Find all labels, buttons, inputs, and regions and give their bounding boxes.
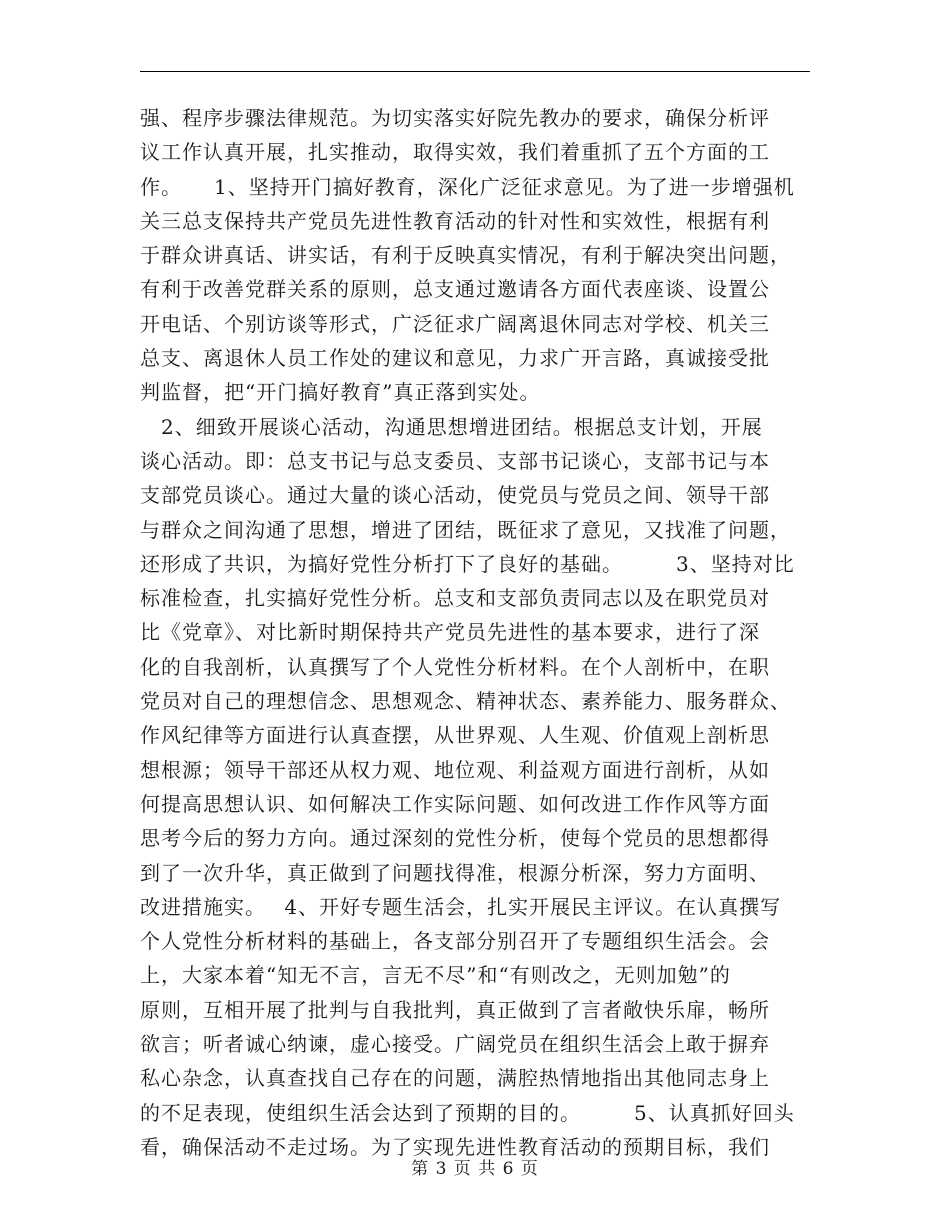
text-line: 上，大家本着“知无不言，言无不尽”和“有则改之，无则加勉”的 — [140, 963, 731, 988]
text-line: 想根源；领导干部还从权力观、地位观、利益观方面进行剖析，从如 — [140, 757, 770, 782]
text-line: 谈心活动。即：总支书记与总支委员、支部书记谈心，支部书记与本 — [140, 448, 770, 473]
text-line: 与群众之间沟通了思想，增进了团结，既征求了意见，又找准了问题， — [140, 517, 791, 542]
text-line: 支部党员谈心。通过大量的谈心活动，使党员与党员之间、领导干部 — [140, 483, 770, 508]
text-line: 化的自我剖析，认真撰写了个人党性分析材料。在个人剖析中，在职 — [140, 654, 770, 679]
text-line: 作。 1、坚持开门搞好教育，深化广泛征求意见。为了进一步增强机 — [140, 174, 795, 199]
text-line: 判监督，把“开门搞好教育”真正落到实处。 — [140, 380, 541, 405]
text-line: 议工作认真开展，扎实推动，取得实效，我们着重抓了五个方面的工 — [140, 140, 770, 165]
text-line: 到了一次升华，真正做到了问题找得准，根源分析深，努力方面明、 — [140, 860, 770, 885]
text-line: 还形成了共识，为搞好党性分析打下了良好的基础。 3、坚持对比 — [140, 551, 795, 576]
text-line: 强、程序步骤法律规范。为切实落实好院先教办的要求，确保分析评 — [140, 106, 770, 130]
text-line: 思考今后的努力方向。通过深刻的党性分析，使每个党员的思想都得 — [140, 826, 770, 851]
text-line: 于群众讲真话、讲实话，有利于反映真实情况，有利于解决突出问题， — [140, 243, 791, 268]
page-number: 第 3 页 共 6 页 — [411, 1159, 539, 1179]
text-line: 党员对自己的理想信念、思想观念、精神状态、素养能力、服务群众、 — [140, 689, 791, 714]
header-rule — [140, 71, 810, 72]
text-line: 私心杂念，认真查找自己存在的问题，满腔热情地指出其他同志身上 — [140, 1066, 770, 1091]
text-line: 总支、离退休人员工作处的建议和意见，力求广开言路，真诚接受批 — [140, 346, 770, 371]
text-line: 的不足表现，使组织生活会达到了预期的目的。 5、认真抓好回头 — [140, 1100, 795, 1125]
document-body — [140, 101, 812, 1164]
text-line: 有利于改善党群关系的原则，总支通过邀请各方面代表座谈、设置公 — [140, 277, 770, 302]
text-line: 看，确保活动不走过场。为了实现先进性教育活动的预期目标，我们 — [140, 1134, 770, 1159]
text-line: 标准检查，扎实搞好党性分析。总支和支部负责同志以及在职党员对 — [140, 586, 770, 611]
text-line: 原则，互相开展了批判与自我批判，真正做到了言者敞快乐扉，畅所 — [140, 997, 770, 1022]
text-line: 个人党性分析材料的基础上，各支部分别召开了专题组织生活会。会 — [140, 929, 770, 954]
text-line: 2、细致开展谈心活动，沟通思想增进团结。根据总支计划，开展 — [140, 414, 763, 439]
text-line: 作风纪律等方面进行认真查摆，从世界观、人生观、价值观上剖析思 — [140, 723, 770, 748]
text-line: 何提高思想认识、如何解决工作实际问题、如何改进工作作风等方面 — [140, 791, 770, 816]
text-line: 欲言；听者诚心纳谏，虚心接受。广阔党员在组织生活会上敢于摒弃 — [140, 1032, 770, 1057]
text-line: 关三总支保持共产党员先进性教育活动的针对性和实效性，根据有利 — [140, 208, 770, 233]
text-line: 改进措施实。 4、开好专题生活会，扎实开展民主评议。在认真撰写 — [140, 894, 782, 919]
text-line: 比《党章》、对比新时期保持共产党员先进性的基本要求，进行了深 — [140, 620, 760, 645]
text-line: 开电话、个别访谈等形式，广泛征求广阔离退休同志对学校、机关三 — [140, 311, 770, 336]
